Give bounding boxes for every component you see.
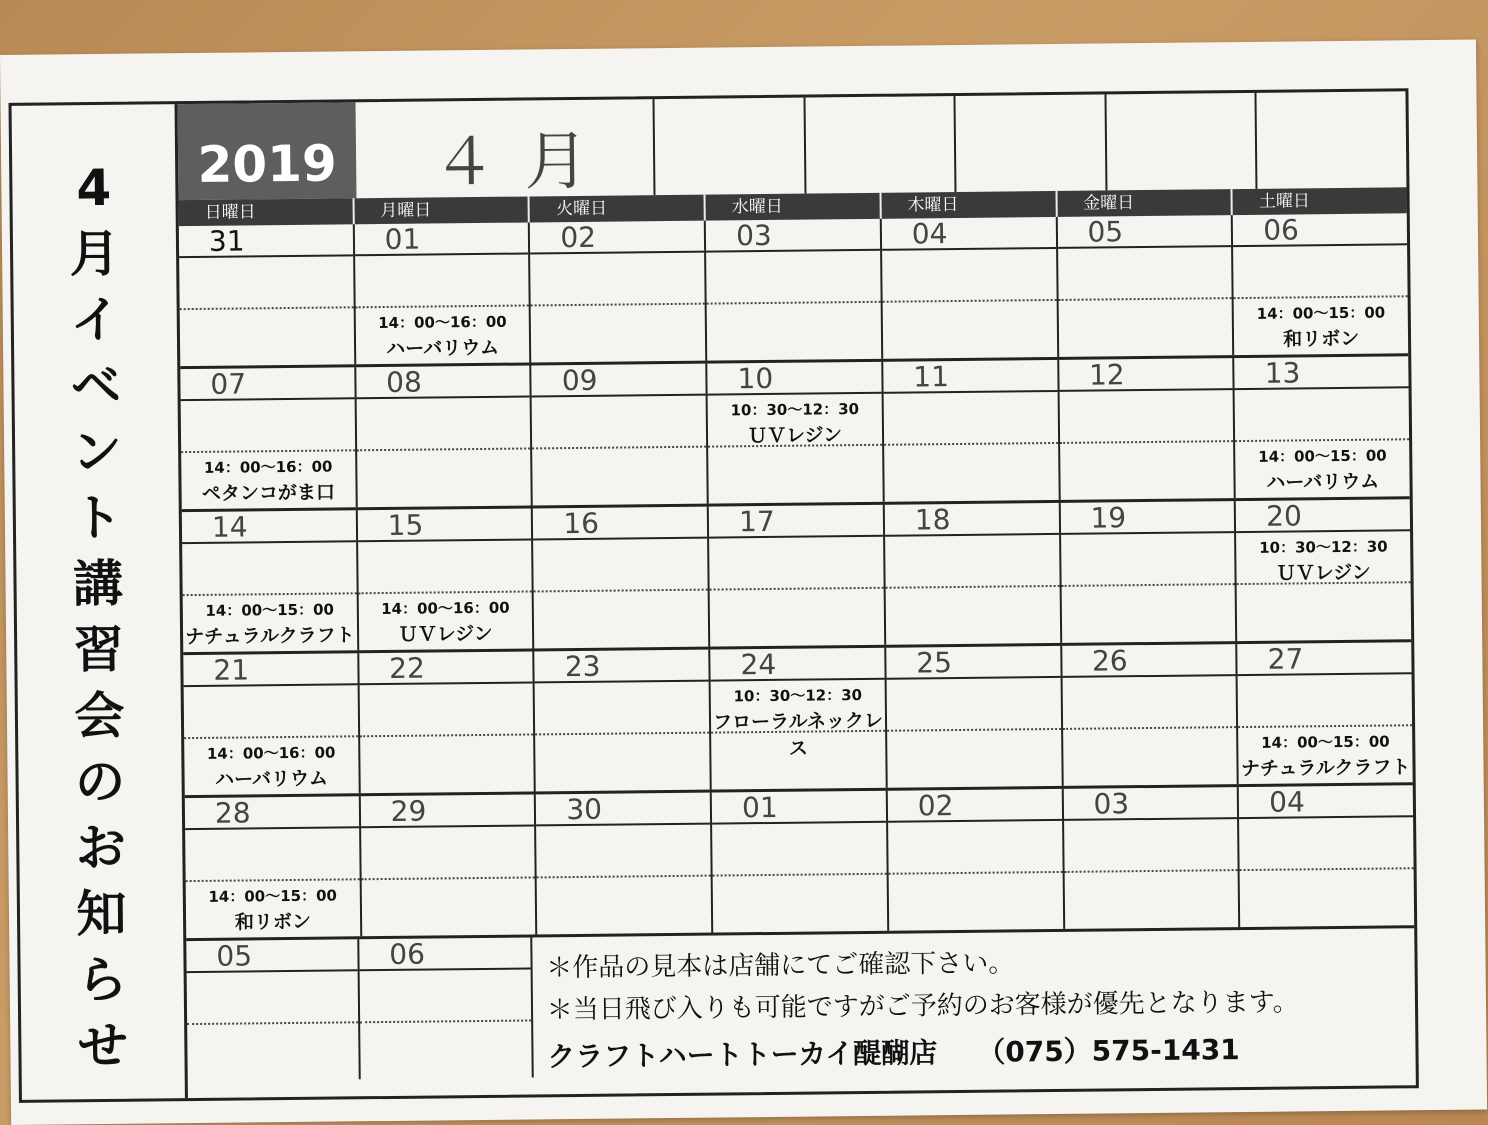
event-name: ＵＶレジン <box>747 424 843 448</box>
day-cell <box>707 505 884 647</box>
side-title-char: 月 <box>69 224 120 284</box>
last-week-row <box>186 928 1415 1081</box>
weekday-label: 木曜日 <box>879 191 1055 219</box>
day-divider <box>1061 583 1235 587</box>
day-number: 20 <box>1236 499 1410 533</box>
day-number: 10 <box>707 362 881 396</box>
day-cell <box>530 364 707 506</box>
weekday-label: 金曜日 <box>1055 189 1231 217</box>
side-title-char: せ <box>77 1016 129 1076</box>
side-title-char: の <box>74 752 126 812</box>
day-cell <box>708 648 885 790</box>
calendar-frame <box>9 88 1419 1103</box>
day-cell <box>533 650 710 792</box>
day-cell <box>1058 501 1235 643</box>
week-row <box>179 213 1408 369</box>
day-cell <box>1236 642 1413 784</box>
day-number: 30 <box>536 793 710 827</box>
day-cell <box>531 507 708 649</box>
side-title <box>12 104 188 1100</box>
day-number: 06 <box>359 937 530 971</box>
day-divider <box>536 732 710 736</box>
store-phone: （075）575-1431 <box>977 1033 1240 1069</box>
day-divider <box>187 1021 358 1025</box>
event-name: ナチュラルクラフト <box>1240 756 1411 781</box>
side-title-char: 講 <box>72 554 124 614</box>
day-cell <box>1233 356 1410 498</box>
day-number: 21 <box>183 653 357 687</box>
day-number: 04 <box>1239 785 1413 819</box>
day-cell <box>183 653 358 795</box>
day-divider <box>1063 726 1237 730</box>
event-time: 14：00～15：00 <box>1256 303 1386 323</box>
side-title-char: ベ <box>70 356 122 416</box>
day-divider <box>1240 867 1414 871</box>
event-time: 10：30～12：30 <box>730 400 860 420</box>
day-number: 18 <box>885 503 1059 537</box>
day-cell <box>1057 358 1234 500</box>
day-divider <box>1064 869 1238 873</box>
day-divider <box>531 303 705 307</box>
day-divider <box>184 735 358 739</box>
day-number: 03 <box>706 219 880 253</box>
event-time: 10：30～12：30 <box>1259 537 1388 557</box>
day-divider <box>534 589 708 593</box>
event-name: フローラルネックレス <box>712 709 884 760</box>
day-divider <box>884 442 1058 446</box>
side-title-char: 習 <box>73 620 125 680</box>
day-number: 13 <box>1235 356 1409 390</box>
calendar-paper <box>0 40 1487 1125</box>
day-number: 22 <box>359 651 533 685</box>
side-title-char: 会 <box>74 686 125 746</box>
store-info <box>547 1026 1402 1075</box>
day-divider <box>358 590 532 594</box>
day-divider <box>710 587 884 591</box>
day-divider <box>885 585 1059 589</box>
day-cell <box>704 219 881 361</box>
day-divider <box>1058 297 1232 301</box>
day-cell <box>357 937 531 1079</box>
day-number: 01 <box>712 791 886 825</box>
year-label: 2019 <box>178 102 357 200</box>
weekday-label: 火曜日 <box>528 195 704 223</box>
weekday-label: 日曜日 <box>204 202 256 223</box>
note-line: ＊当日飛び入りも可能ですがご予約のお客様が優先となります。 <box>546 987 1299 1026</box>
day-divider <box>1235 438 1409 442</box>
weekday-label: 月曜日 <box>352 196 528 224</box>
day-number: 27 <box>1238 642 1412 676</box>
day-number: 29 <box>361 794 535 828</box>
month-label: ４ 月 <box>431 124 593 201</box>
day-divider <box>1238 724 1412 728</box>
day-divider <box>707 301 881 305</box>
week-row <box>183 642 1412 798</box>
day-divider <box>533 446 707 450</box>
event-name: ハーバリウム <box>386 336 500 360</box>
day-cell <box>179 224 354 366</box>
day-cell <box>185 796 360 938</box>
day-divider <box>180 306 354 310</box>
event-time: 14：00～16：00 <box>381 598 510 619</box>
day-cell <box>186 939 358 1081</box>
day-number: 05 <box>1057 215 1231 249</box>
event-time: 14：00～15：00 <box>208 886 338 906</box>
day-number: 26 <box>1062 644 1236 678</box>
day-divider <box>360 1019 531 1023</box>
day-number: 05 <box>186 939 357 973</box>
event-name: 和リボン <box>1283 327 1360 351</box>
day-cell <box>1055 215 1232 357</box>
day-divider <box>888 871 1062 875</box>
event-time: 10：30～12：30 <box>733 686 863 706</box>
day-number: 03 <box>1063 787 1237 821</box>
event-name: ペタンコがま口 <box>201 481 336 505</box>
day-cell <box>705 362 882 504</box>
event-time: 14：00～16：00 <box>378 312 507 333</box>
week-row <box>185 785 1414 941</box>
side-title-char: ト <box>72 488 123 548</box>
side-title-char: お <box>75 818 127 878</box>
day-number: 08 <box>356 365 530 399</box>
day-number: 14 <box>182 510 356 544</box>
day-number: 04 <box>882 217 1056 251</box>
day-number: 25 <box>886 646 1060 680</box>
day-divider <box>1060 440 1234 444</box>
day-divider <box>183 592 357 596</box>
day-number: 02 <box>888 789 1062 823</box>
day-cell <box>884 646 1061 788</box>
event-name: ＵＶレジン <box>398 622 493 646</box>
notes-box <box>530 928 1416 1077</box>
day-cell <box>883 503 1060 645</box>
day-cell <box>359 794 536 936</box>
day-number: 23 <box>535 650 709 684</box>
event-name: ハーバリウム <box>214 767 329 791</box>
weekday-label: 土曜日 <box>1231 187 1407 215</box>
day-cell <box>886 789 1063 931</box>
day-cell <box>356 508 533 650</box>
day-number: 07 <box>180 367 354 401</box>
day-cell <box>1231 213 1408 355</box>
store-name: クラフトハートトーカイ醍醐店 <box>547 1036 938 1074</box>
day-cell <box>534 793 711 935</box>
day-cell <box>1237 785 1414 927</box>
note-line: ＊作品の見本は店舗にてご確認下さい。 <box>546 948 1015 984</box>
day-number: 12 <box>1059 358 1233 392</box>
day-divider <box>181 449 355 453</box>
day-divider <box>361 876 535 880</box>
day-cell <box>1234 499 1411 641</box>
day-cell <box>354 365 531 507</box>
event-name: ハーバリウム <box>1266 470 1380 494</box>
event-time: 14：00～16：00 <box>206 743 336 763</box>
day-divider <box>355 304 529 308</box>
day-number: 31 <box>179 224 353 258</box>
day-divider <box>537 875 711 879</box>
day-divider <box>186 878 360 882</box>
day-number: 17 <box>709 505 883 539</box>
day-cell <box>1061 787 1238 929</box>
event-name: 和リボン <box>234 910 312 934</box>
day-number: 28 <box>185 796 359 830</box>
day-number: 01 <box>355 222 529 256</box>
day-cell <box>182 510 357 652</box>
side-title-char: イ <box>69 290 121 350</box>
day-cell <box>710 791 887 933</box>
day-number: 09 <box>532 364 706 398</box>
day-divider <box>357 447 531 451</box>
weekday-label: 水曜日 <box>704 193 880 221</box>
day-number: 06 <box>1233 213 1407 247</box>
day-divider <box>1234 295 1408 299</box>
event-name: ＵＶレジン <box>1276 561 1371 585</box>
side-title-char: ン <box>71 422 122 482</box>
day-cell <box>353 222 530 364</box>
day-divider <box>713 873 887 877</box>
event-time: 14：00～15：00 <box>205 600 335 620</box>
day-cell <box>528 221 705 363</box>
side-title-char: 知 <box>76 884 127 944</box>
event-name: ナチュラルクラフト <box>185 624 355 649</box>
day-cell <box>880 217 1057 359</box>
day-number: 15 <box>358 508 532 542</box>
day-number: 24 <box>710 648 884 682</box>
day-divider <box>360 733 534 737</box>
day-cell <box>357 651 534 793</box>
event-time: 14：00～15：00 <box>1261 732 1390 752</box>
day-cell <box>881 360 1058 502</box>
week-row <box>180 356 1409 512</box>
week-row <box>182 499 1411 655</box>
day-divider <box>887 728 1061 732</box>
day-number: 02 <box>530 221 704 255</box>
day-number: 19 <box>1060 501 1234 535</box>
day-divider <box>882 299 1056 303</box>
day-cell <box>1060 644 1237 786</box>
calendar-grid <box>179 213 1416 1081</box>
day-number: 16 <box>533 507 707 541</box>
side-title-char: 4 <box>76 158 112 218</box>
day-cell <box>180 367 355 509</box>
event-time: 14：00～16：00 <box>203 457 333 477</box>
event-time: 14：00～15：00 <box>1258 446 1387 466</box>
day-number: 11 <box>883 360 1057 394</box>
side-title-char: ら <box>76 950 128 1010</box>
